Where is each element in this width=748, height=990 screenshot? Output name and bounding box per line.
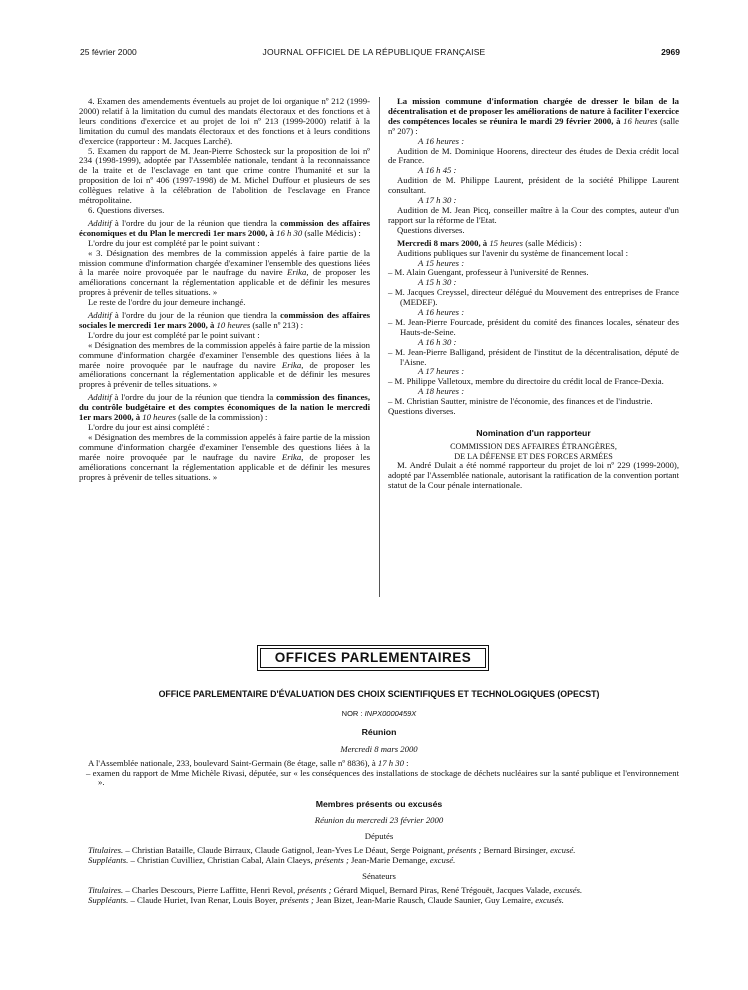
speaker-item: – M. Philippe Valletoux, membre du directoire du crédit local de France-Dexia. <box>388 376 664 387</box>
senateurs-titulaires: Titulaires. – Charles Descours, Pierre Laffitte, Henri Revol, présents ; Gérard Miquel, Bernard Piras, René Trégouët, Jacques Valade, excusés. <box>88 884 583 895</box>
agenda-item-5: 5. Examen du rapport de M. Jean-Pierre Schosteck sur la proposition de loi nº 234 (1998-1999), adoptée par l'Assemblée nationale, tendant à la reconnaissance de la traite et de l'esclavage en tant que crime contre l'humanité et sur la proposition de loi nº 406 (1997-1998) de M. Michel Duffour et plusieurs de ses collègues relative à la célébration de l'abolition de l'esclavage en France métropolitaine. <box>79 145 370 206</box>
right-column <box>388 97 679 491</box>
questions-diverses: Questions diverses. <box>397 224 465 235</box>
mercredi-session: Mercredi 8 mars 2000, à 15 heures (salle Médicis) : <box>397 237 582 248</box>
senateurs-heading: Sénateurs <box>362 870 396 881</box>
additif-finances-complete: L'ordre du jour est ainsi complété : <box>88 422 210 432</box>
reunion-date: Mercredi 8 mars 2000 <box>340 743 418 754</box>
speaker-item: – M. Christian Sautter, ministre de l'économie, des finances et de l'industrie. <box>388 396 653 407</box>
time-label: A 17 heures : <box>418 366 465 377</box>
additif-economiques: Additif à l'ordre du jour de la réunion que tiendra la commission des affaires économiques et du Plan le mercredi 1er mars 2000, à 16 h 30 (salle Médicis) : <box>79 217 370 238</box>
nomination-heading: Nomination d'un rapporteur <box>476 428 591 438</box>
left-column <box>79 97 370 482</box>
section-banner-title: OFFICES PARLEMENTAIRES <box>260 648 486 668</box>
time-label: A 16 heures : <box>418 307 465 318</box>
time-label: A 16 h 45 : <box>418 165 457 176</box>
members-date: Réunion du mercredi 23 février 2000 <box>314 815 444 826</box>
time-label: A 16 heures : <box>418 135 465 146</box>
members-title: Membres présents ou excusés <box>315 799 443 810</box>
mission-intro: La mission commune d'information chargée de dresser le bilan de la décentralisation et de proposer les améliorations de nature à faciliter l'exercice des compétences locales se réunira le mardi 29 février 2000, à 16 heures (salle nº 207) : <box>388 96 679 136</box>
additif-economiques-complete: L'ordre du jour est complété par le point suivant : <box>88 237 260 248</box>
additif-economiques-reste: Le reste de l'ordre du jour demeure inchangé. <box>88 297 246 308</box>
header-date: 25 février 2000 <box>80 47 137 57</box>
agenda-item-4: 4. Examen des amendements éventuels au projet de loi organique nº 212 (1999-2000) relatif à la limitation du cumul des mandats électoraux et des fonctions et à leurs conditions d'exercice et au projet de loi nº 213 (1999-2000) relatif à la limitation du cumul des mandats électoraux et des fonctions et à leurs conditions d'exercice (rapporteur : M. Jacques Larché). <box>79 96 370 146</box>
column-divider <box>379 97 380 597</box>
office-section <box>79 690 679 906</box>
time-label: A 17 h 30 : <box>418 195 457 206</box>
additif-finances-point: « Désignation des membres de la commission appelés à faire partie de la mission commune d'information chargée d'examiner l'ensemble des questions liées à la marée noire provoquée par le naufrage du navire Erika, de proposer les améliorations concernant la réglementation applicable et de définir les mesures propres à prévenir de telles situations. » <box>79 431 370 482</box>
nor-line: NOR : INPX0000459X <box>341 708 417 718</box>
additif-sociales-complete: L'ordre du jour est complété par le point suivant : <box>88 329 260 340</box>
speaker-item: – M. Jacques Creyssel, directeur délégué du Mouvement des entreprises de France (MEDEF). <box>388 287 679 308</box>
commission-name: COMMISSION DES AFFAIRES ÉTRANGÈRES, DE LA DÉFENSE ET DES FORCES ARMÉES <box>450 441 617 461</box>
page-header <box>68 47 680 61</box>
header-journal-title: JOURNAL OFFICIEL DE LA RÉPUBLIQUE FRANÇAISE <box>262 47 486 57</box>
additif-sociales-point: « Désignation des membres de la commission appelés à faire partie de la mission commune d'information chargée d'examiner l'ensemble des questions liées à la marée noire provoquée par le naufrage du navire Erika, de proposer les améliorations concernant la réglementation applicable et de définir les mesures propres à prévenir de telles situations. » <box>79 339 370 390</box>
nomination-text: M. André Dulait a été nommé rapporteur du projet de loi nº 229 (1999-2000), adopté par l'Assemblée nationale, autorisant la ratification de la convention portant statut de la Cour pénale internationale. <box>388 460 679 490</box>
audition-item: Audition de M. Jean Picq, conseiller maître à la Cour des comptes, auteur d'un rapport sur la réforme de l'Etat. <box>388 204 679 225</box>
reunion-location: A l'Assemblée nationale, 233, boulevard Saint-Germain (8e étage, salle nº 8836), à 17 h 30 : <box>88 757 409 768</box>
audition-item: Audition de M. Philippe Laurent, président de la société Philippe Laurent consultant. <box>388 175 679 196</box>
time-label: A 18 heures : <box>418 386 465 397</box>
section-banner <box>257 645 489 671</box>
speaker-item: – M. Jean-Pierre Balligand, président de l'institut de la décentralisation, député de l'Aisne. <box>388 346 679 367</box>
office-title: OFFICE PARLEMENTAIRE D'ÉVALUATION DES CHOIX SCIENTIFIQUES ET TECHNOLOGIQUES (OPECST) <box>158 689 600 699</box>
deputes-titulaires: Titulaires. – Christian Bataille, Claude Birraux, Claude Gatignol, Jean-Yves Le Déaut, Serge Poignant, présents ; Bernard Birsinger, excusé. <box>88 845 576 856</box>
questions-diverses: Questions diverses. <box>388 406 456 417</box>
header-page-number: 2969 <box>661 47 680 57</box>
time-label: A 15 h 30 : <box>418 277 457 288</box>
agenda-item-6: 6. Questions diverses. <box>88 204 165 215</box>
additif-finances: Additif à l'ordre du jour de la réunion que tiendra la commission des finances, du contrôle budgétaire et des comptes économiques de la nation le mercredi 1er mars 2000, à 10 heures (salle de la commission) : <box>79 392 370 423</box>
reunion-item: – examen du rapport de Mme Michèle Rivasi, députée, sur « les conséquences des installations de stockage de déchets nucléaires sur la santé publique et l'environnement ». <box>86 767 679 788</box>
deputes-suppleants: Suppléants. – Christian Cuvilliez, Christian Cabal, Alain Claeys, présents ; Jean-Marie Demange, excusé. <box>88 854 456 865</box>
audition-item: Audition de M. Dominique Hoorens, directeur des études de Dexia crédit local de France. <box>388 145 679 166</box>
deputes-heading: Députés <box>364 831 394 842</box>
time-label: A 16 h 30 : <box>418 336 457 347</box>
auditions-publiques: Auditions publiques sur l'avenir du système de financement local : <box>397 247 629 258</box>
reunion-title: Réunion <box>361 726 397 737</box>
additif-economiques-point: « 3. Désignation des membres de la commission appelés à faire partie de la mission commune d'information chargée d'examiner l'ensemble des questions liées à la marée noire provoquée par le naufrage du navire Erika, de proposer les améliorations concernant la réglementation applicable et de définir les mesures propres à prévenir de telles situations. » <box>79 247 370 298</box>
time-label: A 15 heures : <box>418 257 465 268</box>
senateurs-suppleants: Suppléants. – Claude Huriet, Ivan Renar, Louis Boyer, présents ; Jean Bizet, Jean-Marie Rausch, Claude Saunier, Guy Lemaire, excusés. <box>88 894 564 905</box>
speaker-item: – M. Alain Guengant, professeur à l'université de Rennes. <box>388 267 589 278</box>
additif-sociales: Additif à l'ordre du jour de la réunion que tiendra la commission des affaires sociales le mercredi 1er mars 2000, à 10 heures (salle nº 213) : <box>79 310 370 330</box>
speaker-item: – M. Jean-Pierre Fourcade, président du comité des finances locales, sénateur des Hauts-de-Seine. <box>388 316 679 337</box>
